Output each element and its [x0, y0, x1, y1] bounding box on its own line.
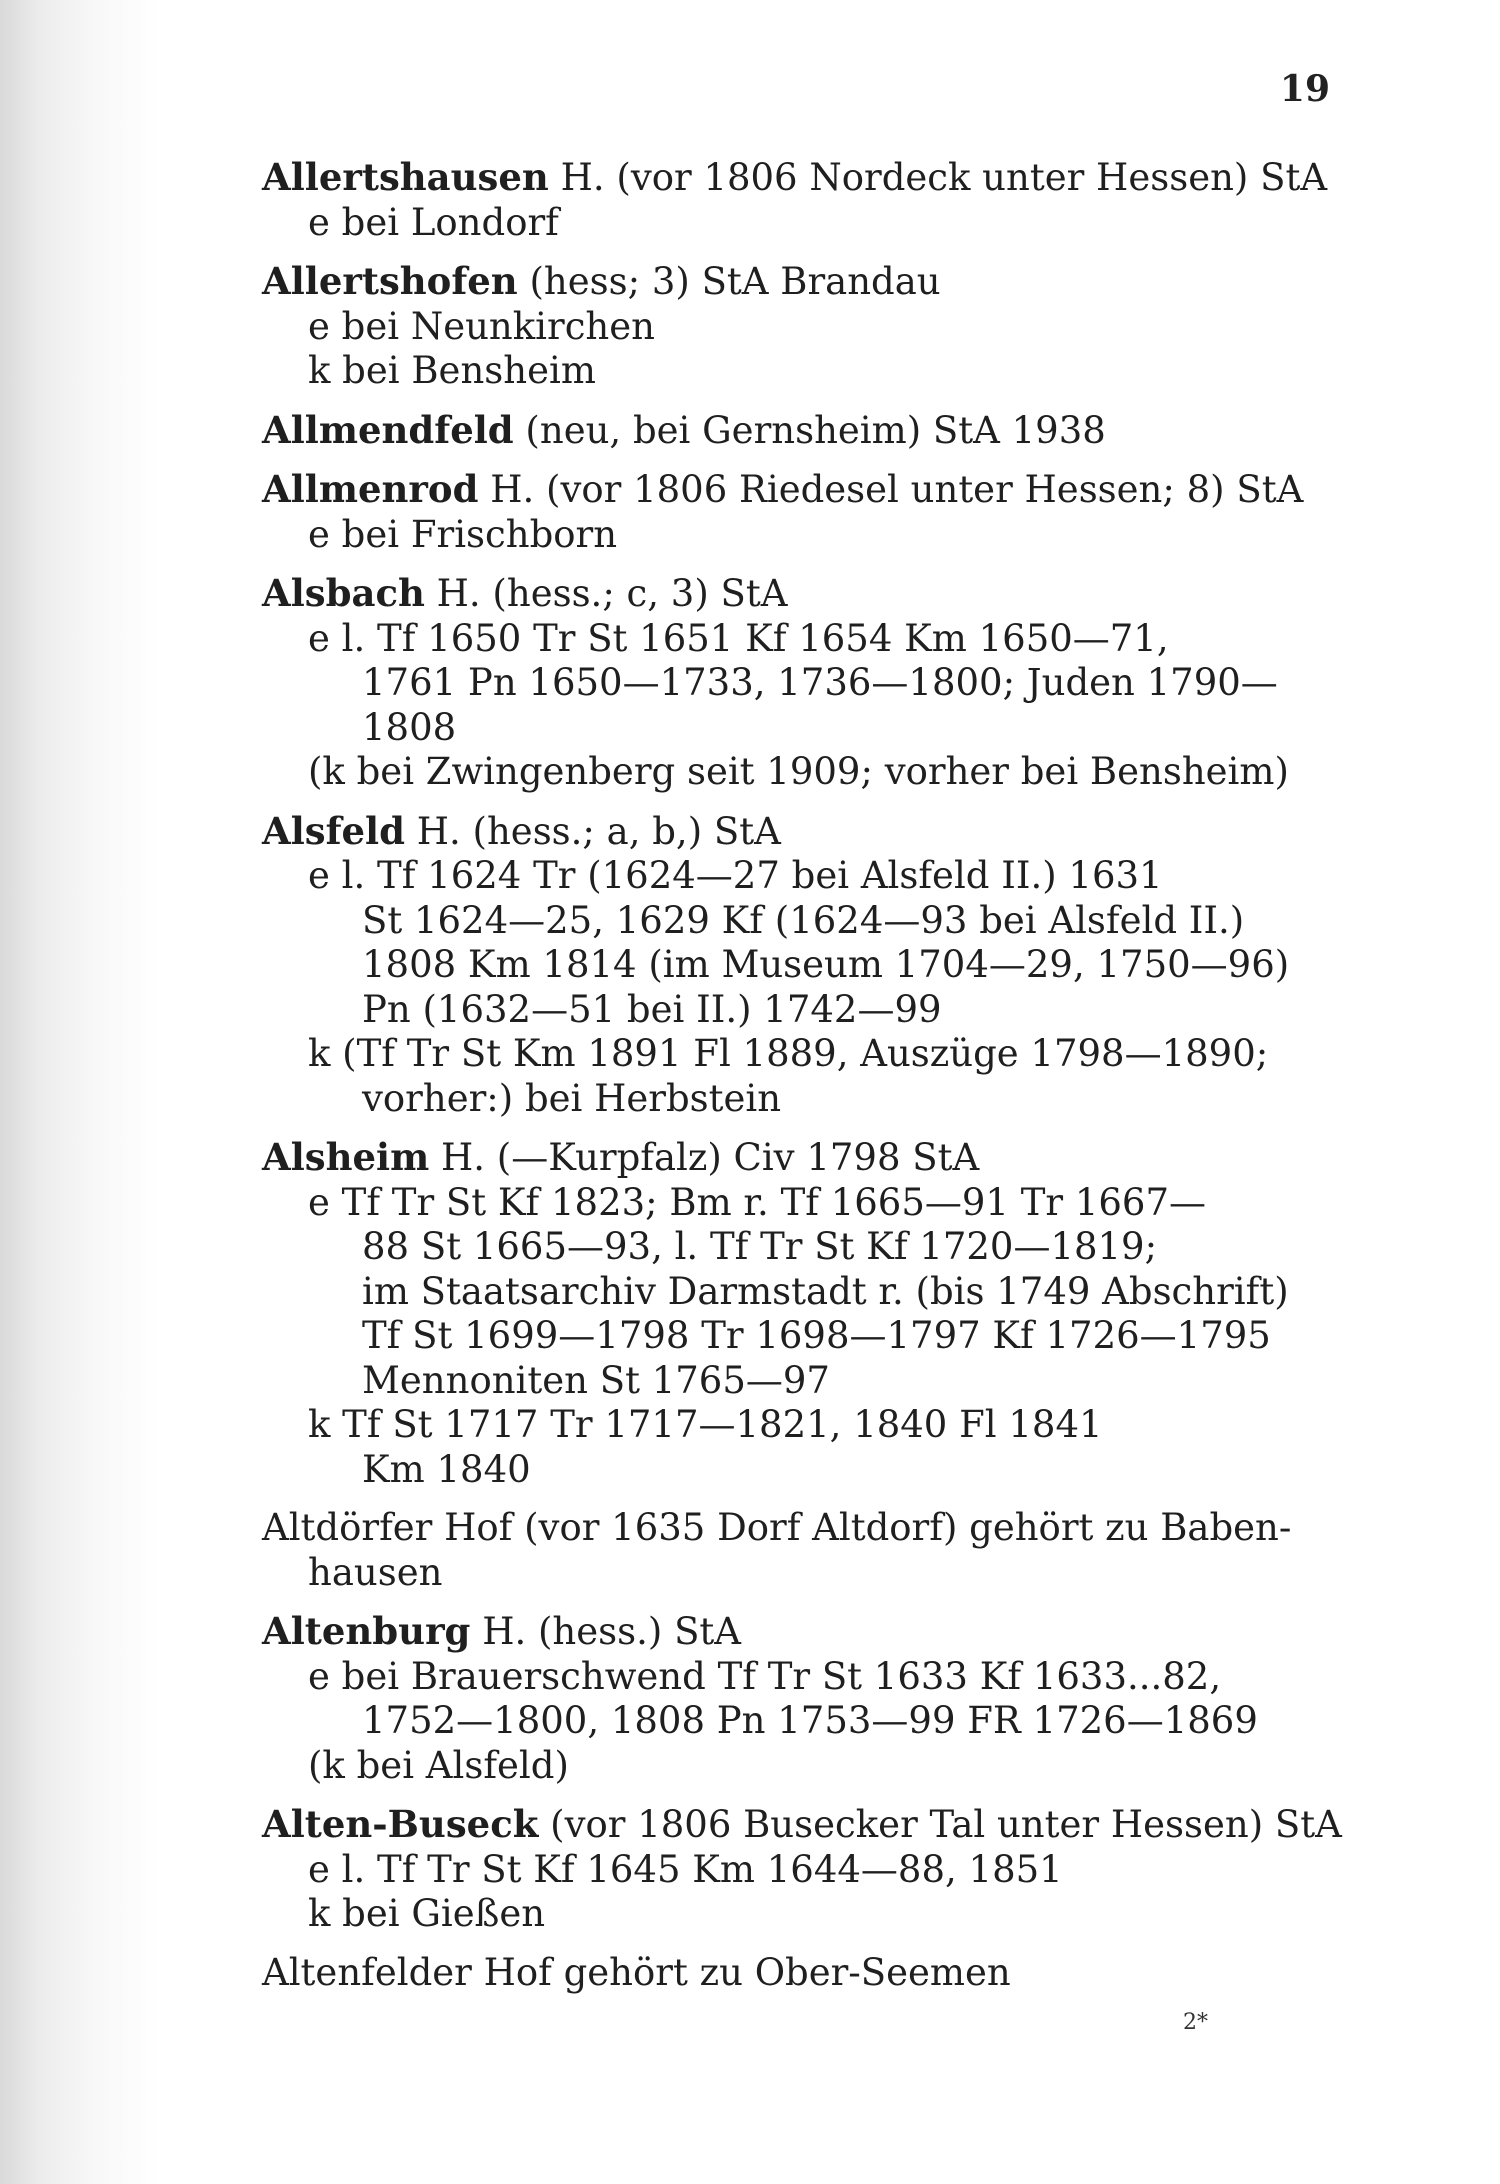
headword: Alten-Buseck	[262, 1802, 539, 1846]
entry-alsfeld	[262, 809, 1322, 1122]
headword: Alsfeld	[262, 808, 405, 853]
entry-line: 1808 Km 1814 (im Museum 1704—29, 1750—96)	[362, 943, 1290, 986]
entry-allertshausen	[262, 155, 1328, 245]
entry-line	[262, 571, 1322, 617]
entry-line: e l. Tf Tr St Kf 1645 Km 1644—88, 1851	[308, 1847, 1063, 1891]
entry-line: 1761 Pn 1650—1733, 1736—1800; Juden 1790—	[362, 661, 1278, 704]
entry-allertshofen	[262, 259, 1322, 394]
headword: Allmendfeld	[262, 407, 514, 452]
entry-line: Altdörfer Hof (vor 1635 Dorf Altdorf) gehört zu Baben-	[262, 1506, 1292, 1549]
entry-text: H. (hess.) StA	[470, 1610, 742, 1653]
entry-line: k bei Bensheim	[308, 349, 596, 392]
entry-text: (neu, bei Gernsheim) StA 1938	[513, 408, 1106, 452]
entry-alsbach	[262, 571, 1322, 795]
entry-line: e Tf Tr St Kf 1823; Bm r. Tf 1665—91 Tr 1667—	[308, 1180, 1206, 1224]
entry-line: e l. Tf 1650 Tr St 1651 Kf 1654 Km 1650—71,	[308, 616, 1169, 660]
headword: Alsheim	[262, 1135, 430, 1179]
entry-line	[262, 155, 1328, 201]
page-number: 19	[1279, 68, 1330, 110]
entry-line: hausen	[308, 1550, 443, 1594]
entry-line: im Staatsarchiv Darmstadt r. (bis 1749 Abschrift)	[362, 1269, 1289, 1313]
entry-line	[262, 809, 1322, 855]
entry-line: St 1624—25, 1629 Kf (1624—93 bei Alsfeld II.)	[362, 898, 1245, 942]
entry-line: vorher:) bei Herbstein	[362, 1076, 782, 1120]
entry-altdoerfer-hof	[262, 1506, 1322, 1595]
entry-line: Km 1840	[362, 1447, 531, 1491]
entry-text: H. (vor 1806 Riedesel unter Hessen; 8) StA	[478, 468, 1304, 511]
headword: Allertshausen	[262, 155, 549, 199]
entry-line	[262, 467, 1322, 513]
entry-line: (k bei Alsfeld)	[308, 1743, 569, 1787]
entry-text: (vor 1806 Busecker Tal unter Hessen) StA	[538, 1803, 1342, 1846]
entry-altenburg	[262, 1609, 1322, 1788]
entry-line: e bei Frischborn	[308, 512, 618, 556]
entry-line: e l. Tf 1624 Tr (1624—27 bei Alsfeld II.) 1631	[308, 854, 1163, 897]
entry-line: 1752—1800, 1808 Pn 1753—99 FR 1726—1869	[362, 1699, 1258, 1742]
entry-line: (k bei Zwingenberg seit 1909; vorher bei Bensheim)	[308, 750, 1289, 793]
entry-line: 1808	[362, 705, 457, 749]
entry-line: e bei Londorf	[308, 200, 559, 244]
entry-line	[262, 259, 1322, 305]
entry-line: k (Tf Tr St Km 1891 Fl 1889, Auszüge 1798—1890;	[308, 1032, 1269, 1075]
headword: Allmenrod	[262, 467, 479, 511]
entry-text: H. (—Kurpfalz) Civ 1798 StA	[429, 1136, 980, 1179]
entry-line	[262, 1802, 1342, 1848]
entry-text: (hess; 3) StA Brandau	[517, 260, 941, 303]
entry-line: 88 St 1665—93, l. Tf Tr St Kf 1720—1819;	[362, 1225, 1158, 1268]
entry-allmenrod	[262, 467, 1322, 557]
headword: Allertshofen	[262, 259, 518, 303]
entry-line	[262, 1135, 1322, 1181]
entry-text: H. (hess.; c, 3) StA	[424, 572, 788, 615]
headword: Altenburg	[262, 1609, 471, 1653]
entry-altenfelder-hof	[262, 1951, 1322, 1996]
entry-alsheim	[262, 1135, 1322, 1492]
gazetteer-entries	[262, 155, 1342, 2009]
entry-line: Pn (1632—51 bei II.) 1742—99	[362, 987, 942, 1031]
entry-line: k Tf St 1717 Tr 1717—1821, 1840 Fl 1841	[308, 1403, 1103, 1446]
entry-line	[262, 1609, 1322, 1655]
entry-allmendfeld	[262, 408, 1322, 454]
signature-mark: 2*	[1183, 2010, 1208, 2035]
headword: Alsbach	[262, 571, 425, 615]
entry-line	[262, 408, 1322, 454]
entry-line: Mennoniten St 1765—97	[362, 1358, 830, 1402]
entry-text: H. (hess.; a, b,) StA	[404, 809, 781, 853]
entry-line: Altenfelder Hof gehört zu Ober-Seemen	[262, 1950, 1011, 1994]
entry-line: k bei Gießen	[308, 1892, 546, 1935]
entry-line: e bei Brauerschwend Tf Tr St 1633 Kf 1633...82,	[308, 1654, 1222, 1698]
entry-line: e bei Neunkirchen	[308, 304, 655, 348]
entry-line: Tf St 1699—1798 Tr 1698—1797 Kf 1726—1795	[362, 1314, 1271, 1357]
entry-alten-buseck	[262, 1802, 1342, 1937]
entry-text: H. (vor 1806 Nordeck unter Hessen) StA	[548, 156, 1328, 199]
